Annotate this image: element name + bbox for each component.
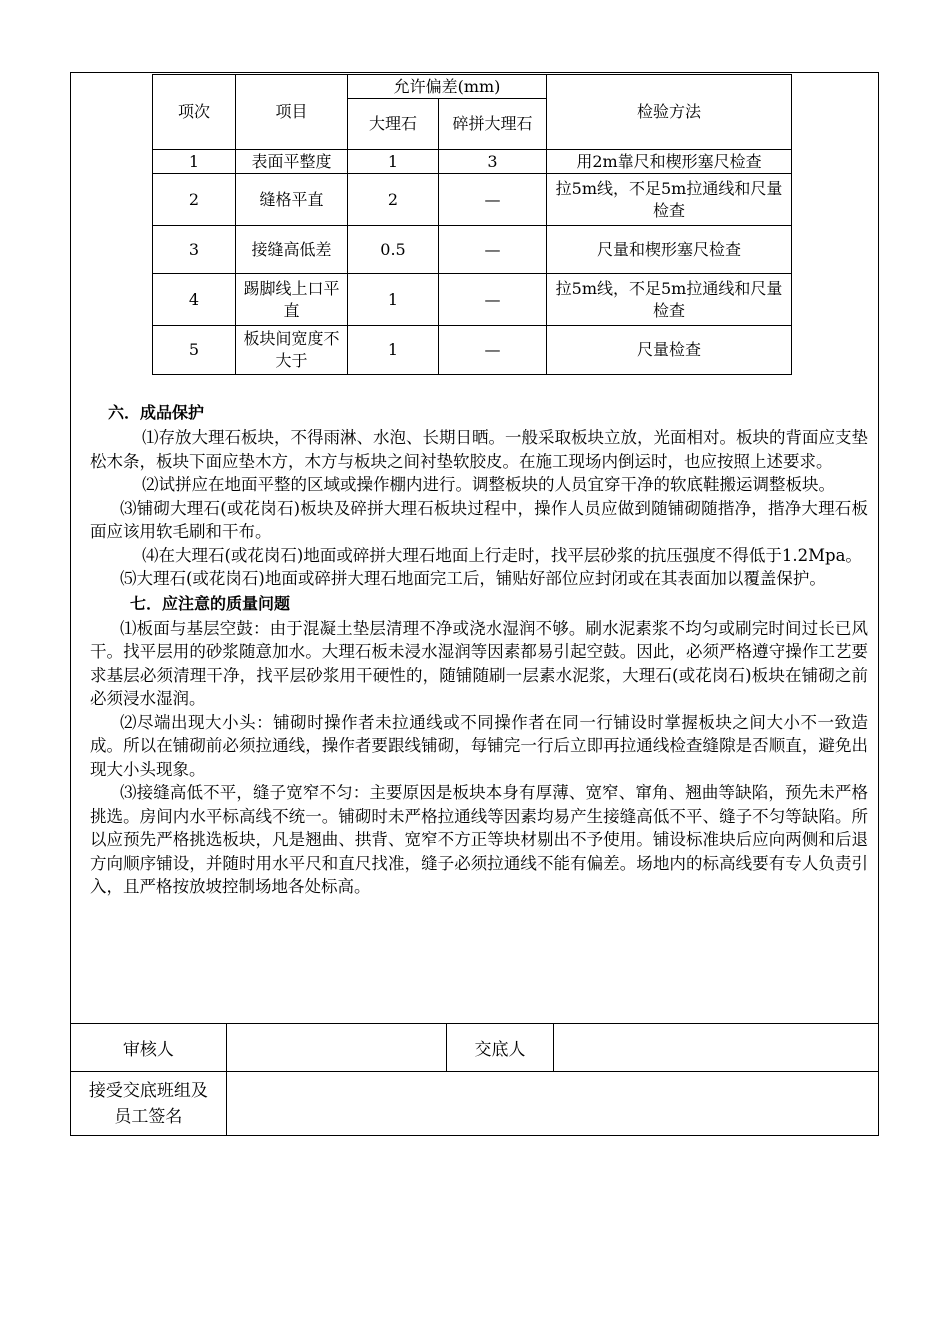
presenter-field[interactable] [554,1024,879,1072]
signature-table [70,1023,879,1136]
signature-row [71,1024,879,1072]
row-index: 4 [153,274,236,326]
row-item: 缝格平直 [236,174,348,226]
row-index: 1 [153,150,236,174]
section-7-paragraph: ⑴板面与基层空鼓：由于混凝土垫层清理不净或浇水湿润不够。刷水泥素浆不均匀或刷完时间过长已风干。找平层用的砂浆随意加水。大理石板未浸水湿润等因素都易引起空鼓。因此，必须严格遵守操作工艺要求基层必须清理干净，找平层砂浆用干硬性的，随铺随刷一层素水泥浆，大理石(或花岗石)板块在铺砌之前必须浸水湿润。 [90,618,868,708]
signature-row [71,1072,879,1136]
row-mosaic: 3 [439,150,547,174]
row-method: 拉5m线，不足5m拉通线和尺量检查 [547,274,792,326]
row-mosaic: — [439,226,547,274]
section-6-paragraph: ⑵试拼应在地面平整的区域或操作棚内进行。调整板块的人员宜穿干净的软底鞋搬运调整板块。 [142,475,835,494]
header-method: 检验方法 [547,75,792,150]
row-index: 5 [153,326,236,375]
header-marble: 大理石 [348,99,439,150]
header-mosaic: 碎拼大理石 [439,99,547,150]
table-header-row [153,75,792,99]
row-marble: 1 [348,274,439,326]
section-6-title: 六．成品保护 [108,403,205,422]
presenter-label: 交底人 [446,1024,554,1072]
section-6-paragraph: ⑸大理石(或花岗石)地面或碎拼大理石地面完工后，铺贴好部位应封闭或在其表面加以覆盖保护。 [120,569,826,588]
header-item: 项目 [236,75,348,150]
section-6-paragraph: ⑷在大理石(或花岗石)地面或碎拼大理石地面上行走时，找平层砂浆的抗压强度不得低于1.2Mpa。 [142,545,862,565]
row-method: 尺量和楔形塞尺检查 [547,226,792,274]
row-method: 用2m靠尺和楔形塞尺检查 [547,150,792,174]
row-marble: 0.5 [348,226,439,274]
row-marble: 1 [348,326,439,375]
table-row [153,150,792,174]
row-item: 板块间宽度不大于 [236,326,348,375]
table-row [153,274,792,326]
section-7-paragraph: ⑵尽端出现大小头：铺砌时操作者未拉通线或不同操作者在同一行铺设时掌握板块之间大小不一致造成。所以在铺砌前必须拉通线，操作者要跟线铺砌，每铺完一行后立即再拉通线检查缝隙是否顺直，避免出现大小头现象。 [90,712,868,779]
row-item: 接缝高低差 [236,226,348,274]
row-item: 表面平整度 [236,150,348,174]
row-index: 3 [153,226,236,274]
tolerance-table [152,74,792,375]
section-7-title: 七．应注意的质量问题 [130,593,291,613]
section-6-paragraph: ⑶铺砌大理石(或花岗石)板块及碎拼大理石板块过程中，操作人员应做到随铺砌随揩净，揩净大理石板面应该用软毛刷和干布。 [90,498,868,541]
header-tolerance: 允许偏差(mm) [348,75,547,99]
row-marble: 2 [348,174,439,226]
section-7-paragraph: ⑶接缝高低不平，缝子宽窄不匀：主要原因是板块本身有厚薄、宽窄、窜角、翘曲等缺陷，预先未严格挑选。房间内水平标高线不统一。铺砌时未严格拉通线等因素均易产生接缝高低不平、缝子不匀等缺陷。所以应预先严格挑选板块，凡是翘曲、拱背、宽窄不方正等块材剔出不予使用。铺设标准块后应向两侧和后退方向顺序铺设，并随时用水平尺和直尺找准，缝子必须拉通线不能有偏差。场地内的标高线要有专人负责引入，且严格按放坡控制场地各处标高。 [90,783,868,896]
receiver-label: 接受交底班组及员工签名 [71,1072,227,1136]
document-body [90,400,868,899]
table-row [153,174,792,226]
reviewer-field[interactable] [226,1024,446,1072]
table-row [153,226,792,274]
receiver-signature-field[interactable] [226,1072,878,1136]
row-mosaic: — [439,174,547,226]
row-item: 踢脚线上口平直 [236,274,348,326]
row-mosaic: — [439,274,547,326]
section-6-paragraph: ⑴存放大理石板块，不得雨淋、水泡、长期日晒。一般采取板块立放，光面相对。板块的背面应支垫松木条，板块下面应垫木方，木方与板块之间衬垫软胶皮。在施工现场内倒运时，也应按照上述要求。 [90,428,868,471]
row-mosaic: — [439,326,547,375]
row-index: 2 [153,174,236,226]
header-index: 项次 [153,75,236,150]
row-method: 拉5m线，不足5m拉通线和尺量检查 [547,174,792,226]
table-row [153,326,792,375]
reviewer-label: 审核人 [71,1024,227,1072]
row-method: 尺量检查 [547,326,792,375]
row-marble: 1 [348,150,439,174]
